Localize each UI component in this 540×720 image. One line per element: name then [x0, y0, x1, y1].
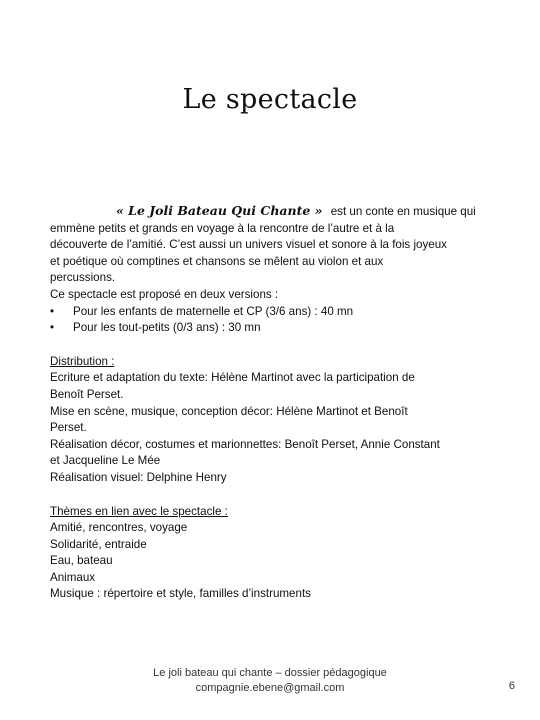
- intro-line: découverte de l’amitié. C’est aussi un univers visuel et sonore à la fois joyeux: [50, 238, 447, 252]
- bullet-text: Pour les tout-petits (0/3 ans) : 30 mn: [73, 321, 261, 335]
- theme-line: Amitié, rencontres, voyage: [50, 521, 188, 535]
- distribution-line: Mise en scène, musique, conception décor: Hélène Martinot et Benoît: [50, 404, 408, 418]
- bullet-icon: •: [50, 321, 55, 335]
- intro-line: emmène petits et grands en voyage à la rencontre de l’autre et à la: [50, 221, 395, 235]
- page-number: 6: [508, 680, 515, 692]
- themes-heading: Thèmes en lien avec le spectacle :: [50, 504, 228, 518]
- intro-line: et poétique où comptines et chansons se mêlent au violon et aux: [50, 254, 384, 268]
- theme-line: Solidarité, entraide: [50, 537, 147, 551]
- distribution-line: Ecriture et adaptation du texte: Hélène Martinot avec la participation de: [50, 371, 415, 385]
- bullet-text: Pour les enfants de maternelle et CP (3/6 ans) : 40 mn: [73, 304, 354, 318]
- distribution-line: Réalisation visuel: Delphine Henry: [50, 470, 227, 484]
- page-footer: [0, 666, 540, 696]
- bullet-icon: •: [50, 304, 55, 318]
- theme-line: Animaux: [50, 570, 96, 584]
- version-bullet-item: [50, 320, 498, 337]
- intro-line: Ce spectacle est proposé en deux versions :: [50, 287, 279, 301]
- distribution-line: Perset.: [50, 421, 87, 435]
- intro-first-line-text: est un conte en musique qui: [330, 205, 476, 218]
- distribution-line: Benoît Perset.: [50, 387, 124, 401]
- theme-line: Musique : répertoire et style, familles d’instruments: [50, 587, 311, 601]
- footer-document-title: Le joli bateau qui chante – dossier pédagogique: [153, 667, 387, 679]
- show-title: « Le Joli Bateau Qui Chante »: [116, 203, 323, 218]
- version-bullet-item: [50, 304, 498, 321]
- intro-first-line: [50, 203, 498, 221]
- intro-line: percussions.: [50, 271, 116, 285]
- document-body: [50, 203, 498, 603]
- distribution-line: Réalisation décor, costumes et marionnettes: Benoît Perset, Annie Constant: [50, 437, 440, 451]
- distribution-line: et Jacqueline Le Mée: [50, 454, 161, 468]
- footer-email: compagnie.ebene@gmail.com: [195, 682, 345, 694]
- distribution-heading: Distribution :: [50, 354, 115, 368]
- page-title: Le spectacle: [182, 84, 358, 115]
- theme-line: Eau, bateau: [50, 554, 113, 568]
